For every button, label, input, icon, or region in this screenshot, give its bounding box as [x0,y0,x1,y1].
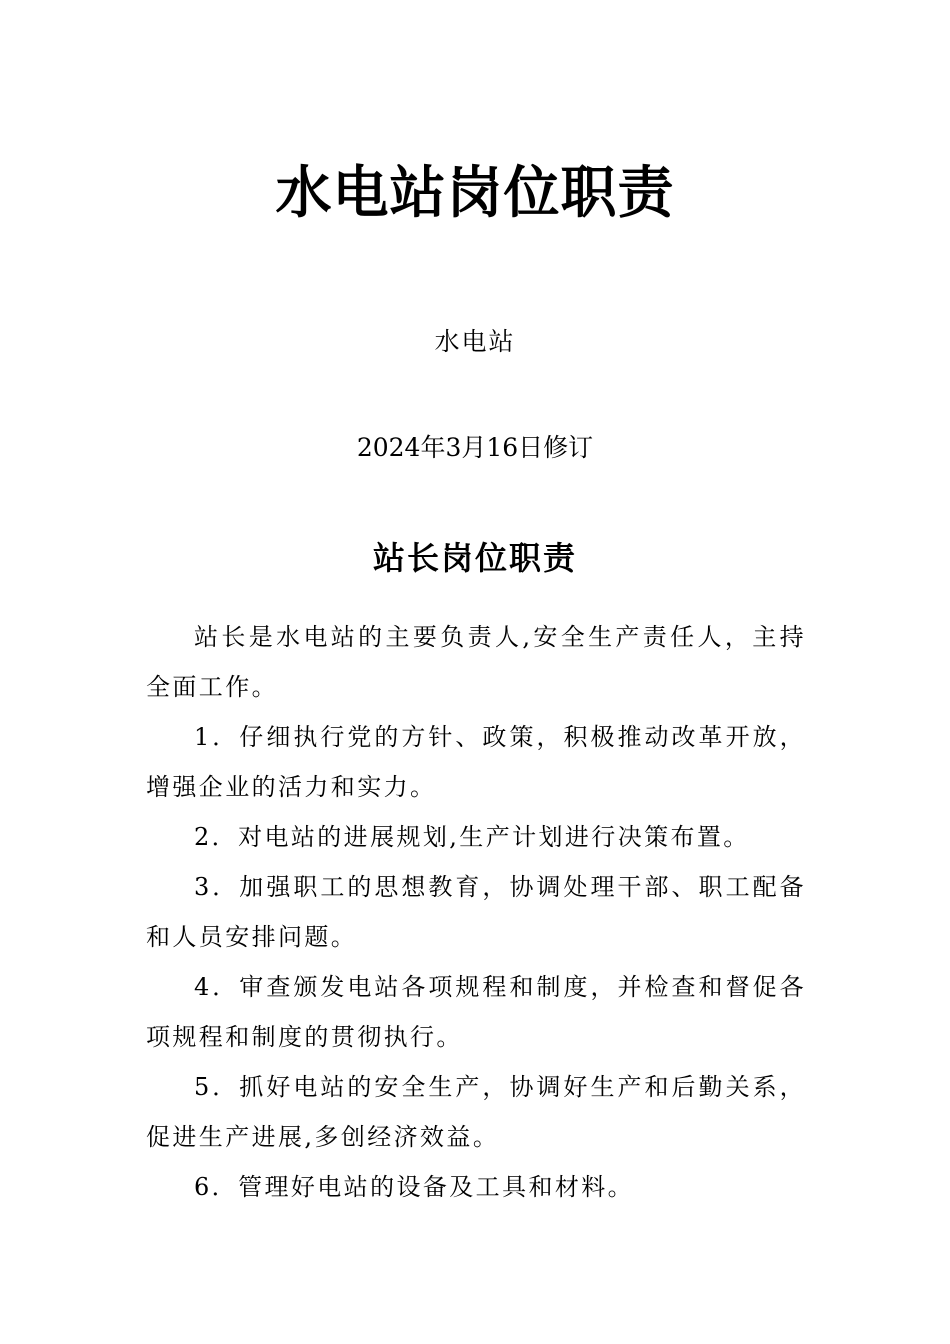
duty-item-1: 1．仔细执行党的方针、政策，积极推动改革开放，增强企业的活力和实力。 [146,723,806,801]
duty-item-5: 5．抓好电站的安全生产，协调好生产和后勤关系，促进生产进展,多创经济效益。 [146,1073,806,1151]
duty-item-2: 2．对电站的进展规划,生产计划进行决策布置。 [194,823,750,851]
section-body [146,612,806,1212]
organization-name: 水电站 [434,327,516,356]
intro-paragraph: 站长是水电站的主要负责人,安全生产责任人，主持全面工作。 [146,623,806,701]
document-title: 水电站岗位职责 [275,161,675,226]
section-heading: 站长岗位职责 [372,539,577,577]
duty-item-4: 4．审查颁发电站各项规程和制度，并检查和督促各项规程和制度的贯彻执行。 [146,973,806,1051]
duty-item-6: 6．管理好电站的设备及工具和材料。 [194,1173,635,1201]
duty-item-3: 3．加强职工的思想教育，协调处理干部、职工配备和人员安排问题。 [146,873,806,951]
revision-date: 2024年3月16日修订 [356,433,594,462]
